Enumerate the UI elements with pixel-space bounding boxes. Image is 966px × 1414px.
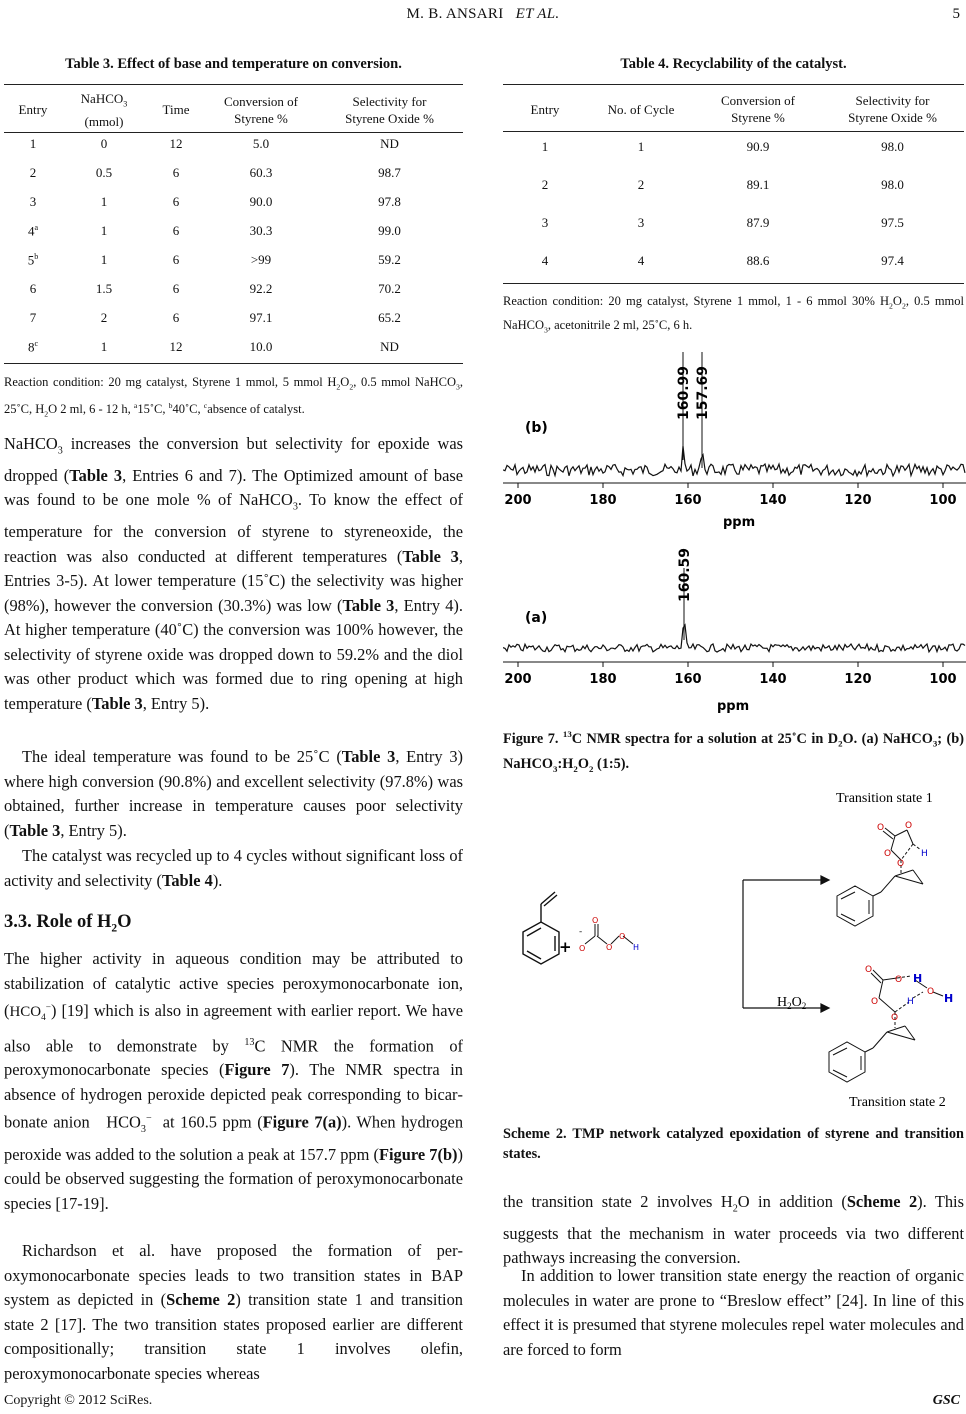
axis-b-label: ppm <box>723 515 756 530</box>
table3-cell: 30.3 <box>249 223 273 239</box>
table3-cell: 6 <box>172 223 180 239</box>
axis-tick-label: 100 <box>929 672 957 687</box>
table3-row <box>4 217 463 246</box>
table4-cell: 1 <box>637 139 645 154</box>
table4-caption: Table 4. Recyclability of the catalyst. <box>620 56 847 72</box>
table3-cell: 8$^c$ <box>27 338 39 355</box>
table3-cell: 59.2 <box>378 252 401 268</box>
peak-b-label-2: 157.69 <box>695 365 711 420</box>
table3-cell: 97.8 <box>378 194 401 210</box>
table3-cell: 6 <box>172 165 180 181</box>
spectrum-a-trace <box>503 625 965 652</box>
table4-row <box>503 242 964 280</box>
table4-cell: 88.6 <box>746 253 770 268</box>
axis-tick-label: 100 <box>929 493 957 508</box>
paragraph-breslow: In addition to lower transition state energy the reaction of organic molecules in water are prone to “Breslow effect” [24]. In line of this effect it is presumed that styrene molecules repel water molecules and are forced to form <box>503 1266 964 1359</box>
table4-cell: 98.0 <box>881 177 904 192</box>
peroxy-o2-atom: O <box>619 932 626 941</box>
ts2-o1-atom: O <box>865 965 873 975</box>
table4-note: Reaction condition: 20 mg catalyst, Styrene 1 mmol, 1 - 6 mmol 30% $H_2O_2$, 0.5 mmol NaHCO$_3$, acetonitrile 2 ml, 25˚C, 6 h. <box>503 294 964 334</box>
table3-cell: 5$^b$ <box>27 251 39 268</box>
table3-cell: >99 <box>250 252 272 268</box>
ts1-o3-atom: O <box>884 849 892 859</box>
axis-tick-label: 180 <box>589 493 617 508</box>
table3-cell: 2 <box>29 165 37 181</box>
table3-cell: 6 <box>172 310 180 326</box>
table4-cell: 3 <box>541 215 549 230</box>
table3-row <box>4 130 463 159</box>
table3-cell: 1 <box>100 339 108 355</box>
h-atom: H <box>633 943 640 952</box>
table3-cell: 12 <box>169 136 183 152</box>
table3-cell: 60.3 <box>249 165 273 181</box>
axis-tick-label: 120 <box>844 672 872 687</box>
table3-note: Reaction condition: 20 mg catalyst, Styrene 1 mmol, 5 mmol $H_2O_2$, 0.5 mmol NaHCO$_3$, 25˚C, $H_2O$ 2 ml, 6 - 12 h, $^a$15˚C, $^b$40˚C, $^c$absence of catalyst. <box>4 375 463 419</box>
axis-tick-label: 160 <box>674 672 702 687</box>
figure7-caption: Figure 7. $^{13}$C NMR spectra for a solution at 25˚C in $D_2O$. (a) NaHCO$_3$; (b) $NaHCO_3:H_2O_2$ (1:5). <box>503 729 964 774</box>
table4-cell: 97.5 <box>881 215 904 230</box>
table4-cell: 89.1 <box>746 177 770 192</box>
axis-tick-label: 160 <box>674 493 702 508</box>
running-header <box>0 6 966 26</box>
table3-cell: 4$^a$ <box>27 222 39 239</box>
table3-cell: 97.1 <box>249 310 273 326</box>
peroxy-o1-atom: O <box>606 943 613 952</box>
charge-minus: - <box>579 927 583 937</box>
table3-row <box>4 246 463 275</box>
table4-body <box>503 128 964 280</box>
paragraph-nahco3: NaHCO$_3$ increases the conversion but selectivity for epoxide was dropped (Table 3, Entries 6 and 7). The Optimized amount of base was found to be one mole % of NaHCO$_3$. To know the effect of temperature for the conversion of styrene to styreneoxide, the reaction was also conducted at different temperatures (Table 3, Entries 3-5). At lower temperature (15˚C) the selectivity was higher (98%), however the conversion (30.3%) was low (Table 3, Entry 4). At higher temperature (40˚C) the conversion was 100% however, the selectivity of styrene oxide was dropped down to 59.2% and the diol was other product which was formed due to ring opening at high temperature (Table 3, Entry 5). <box>4 434 463 713</box>
styrene-structure <box>523 892 559 964</box>
table3-cell: 10.0 <box>249 339 273 355</box>
table3-cell: 0.5 <box>95 165 113 181</box>
ts1-label: Transition state 1 <box>836 791 933 806</box>
ts2-h2-atom: H <box>944 992 954 1005</box>
axis-tick-label: 200 <box>504 493 532 508</box>
table3-cell: 99.0 <box>378 223 401 239</box>
axis-tick-label: 120 <box>844 493 872 508</box>
ts1-o4-atom: O <box>897 859 905 869</box>
table3-cell: 12 <box>169 339 183 355</box>
ts2-h3-atom: H <box>907 997 914 1007</box>
table3-header-time: Time <box>162 102 190 118</box>
table4-header-rule <box>503 131 964 132</box>
table3-cell: ND <box>380 136 399 152</box>
table3-cell: 6 <box>172 194 180 210</box>
table3-cell: 6 <box>29 281 37 297</box>
table4-cell: 97.4 <box>881 253 904 268</box>
spectrum-b-trace <box>503 446 965 476</box>
table4-header-selectivity: Selectivity for Styrene Oxide % <box>848 93 937 125</box>
ts1-o2-atom: O <box>905 821 913 831</box>
table3-cell: 70.2 <box>378 281 401 297</box>
table3-cell: 2 <box>100 310 108 326</box>
table3-cell: 1 <box>29 136 37 152</box>
table3-cell: 65.2 <box>378 310 401 326</box>
table4-cell: 90.9 <box>746 139 770 154</box>
figure7-nmr-spectra <box>503 340 966 720</box>
ts1-o1-atom: O <box>877 823 885 833</box>
table4-row <box>503 128 964 166</box>
paragraph-recycle: The catalyst was recycled up to 4 cycles without significant loss of activity and selectivity (Table 4). <box>4 846 463 890</box>
plus-sign: + <box>559 938 572 956</box>
panel-b-label: (b) <box>525 420 548 436</box>
reaction-arrows <box>743 876 829 1012</box>
table3-cell: 1 <box>100 252 108 268</box>
copyright-text: Copyright © 2012 SciRes. <box>4 1393 153 1408</box>
peroxymonocarbonate-structure <box>585 924 633 944</box>
carbonyl-o-atom: O <box>592 916 599 925</box>
table4 <box>503 90 964 280</box>
table3-cell: 90.0 <box>249 194 273 210</box>
ts2-o4-atom: O <box>927 987 935 997</box>
table3-body <box>4 130 463 362</box>
table4-cell: 4 <box>637 253 645 268</box>
table4-row <box>503 204 964 242</box>
table3-cell: 92.2 <box>249 281 273 297</box>
table3-bottom-rule <box>4 363 463 364</box>
h2o2-label: $H_2O_2$ <box>777 995 807 1011</box>
paragraph-richardson: Richardson et al. have proposed the formation of peroxymonocarbonate species leads to two transition states in BAP system as depicted in (Scheme 2) transition state 1 and transition state 2 [17]. The two transition states proposed earlier are different compositionally; transition state 1 involves olefin, peroxymonocarbonate species whereas <box>4 1241 463 1383</box>
table4-cell: 2 <box>541 177 549 192</box>
ts1-h-atom: H <box>921 849 928 859</box>
table4-header-cycle: No. of Cycle <box>607 101 675 117</box>
table3-row <box>4 333 463 362</box>
axis-tick-label: 200 <box>504 672 532 687</box>
table3-cell: 98.7 <box>378 165 401 181</box>
scheme2-diagram <box>503 784 966 1114</box>
axis-tick-label: 180 <box>589 672 617 687</box>
table3-header-rule <box>4 132 463 133</box>
journal-abbreviation: GSC <box>932 1393 960 1408</box>
table3-cell: 5.0 <box>252 136 270 152</box>
o-minus-atom: O <box>579 944 586 953</box>
table3-header-entry: Entry <box>18 102 48 118</box>
ts2-o3-atom: O <box>871 997 879 1007</box>
table3-cell: 3 <box>29 194 37 210</box>
page-number: 5 <box>952 6 960 22</box>
table3-cell: 6 <box>172 281 180 297</box>
transition-state-1-structure <box>837 828 923 926</box>
table3-row <box>4 275 463 304</box>
table4-cell: 3 <box>637 215 645 230</box>
transition-state-2-structure <box>829 970 943 1082</box>
axis-b-ticks <box>504 483 956 508</box>
table3-cell: 6 <box>172 252 180 268</box>
table3 <box>4 90 463 362</box>
paragraph-ideal-temperature: The ideal temperature was found to be 25˚C (Table 3, Entry 3) where high conversion (90.8%) and excellent selectivity (97.8%) was obtained, further increase in temperature causes poor selectivity (Table 3, Entry 5). <box>4 747 463 840</box>
table3-cell: ND <box>380 339 399 355</box>
running-title: M. B. ANSARI ET AL. <box>406 6 560 22</box>
scheme2-caption: Scheme 2. TMP network catalyzed epoxidation of styrene and transition states. <box>503 1126 964 1162</box>
table3-header-nahco3: NaHCO$_3$ (mmol) <box>80 91 128 129</box>
table3-cell: 7 <box>29 310 37 326</box>
table4-cell: 1 <box>541 139 549 154</box>
table3-cell: 1 <box>100 194 108 210</box>
table3-row <box>4 304 463 333</box>
table3-cell: 1 <box>100 223 108 239</box>
ts2-h1-atom: H <box>913 972 923 985</box>
axis-tick-label: 140 <box>759 493 787 508</box>
table4-cell: 4 <box>541 253 549 268</box>
peak-a-label: 160.59 <box>677 547 693 602</box>
axis-a-label: ppm <box>717 699 750 714</box>
peak-b-label-1: 160.99 <box>676 365 692 420</box>
table3-header-selectivity: Selectivity for Styrene Oxide % <box>345 93 434 126</box>
axis-tick-label: 140 <box>759 672 787 687</box>
table3-cell: 0 <box>100 136 108 152</box>
paragraph-role-of-water: The higher activity in aqueous condition may be attributed to stabilization of catalytic active species peroxymonocarbonate ion, $(HCO_4^-)$ [19] which is also in agreement with earlier report. We have also able to demonstrate by $^{13}$C NMR the formation of peroxymonocarbonate species (Figure 7). The NMR spectra in absence of hydrogen peroxide depicted peak corresponding to bicarbonate anion $HCO_3^-$ at 160.5 ppm (Figure 7(a)). When hydrogen peroxide was added to the solution a peak at 157.7 ppm (Figure 7(b)) could be observed suggesting the formation of peroxymonocarbonate species [17-19]. <box>4 949 464 1213</box>
table4-bottom-rule <box>503 283 964 284</box>
table4-header-conversion: Conversion of Styrene % <box>720 93 796 125</box>
table4-header-entry: Entry <box>530 101 560 117</box>
table3-row <box>4 188 463 217</box>
ts2-label: Transition state 2 <box>849 1095 946 1110</box>
table3-row <box>4 159 463 188</box>
table3-caption: Table 3. Effect of base and temperature on conversion. <box>65 56 402 72</box>
table3-top-rule <box>4 84 463 85</box>
panel-a-label: (a) <box>525 610 548 626</box>
table4-cell: 2 <box>637 177 645 192</box>
axis-a-ticks <box>504 662 956 687</box>
ts2-o2-atom: O <box>895 975 903 985</box>
table3-cell: 1.5 <box>95 281 113 297</box>
ts2-o5-atom: O <box>891 1013 899 1023</box>
table4-cell: 98.0 <box>881 139 904 154</box>
table4-top-rule <box>503 84 964 85</box>
table4-row <box>503 166 964 204</box>
table3-header-conversion: Conversion of Styrene % <box>223 93 299 126</box>
table4-cell: 87.9 <box>746 215 770 230</box>
section-heading-role-of-water: 3.3. Role of $H_2O$ <box>4 912 132 935</box>
paragraph-transition-state-2: the transition state 2 involves $H_2O$ in addition (Scheme 2). This suggests that the mechanism in water proceeds via two different pathways increasing the conversion. <box>503 1192 964 1268</box>
